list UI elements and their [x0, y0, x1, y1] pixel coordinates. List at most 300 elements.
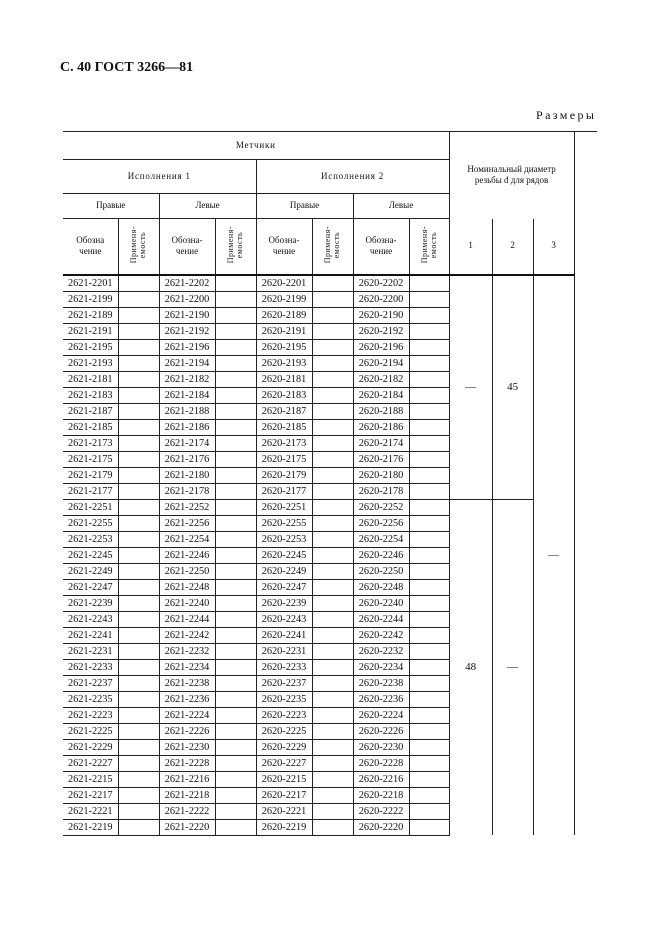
designation-cell: 2621-2195 [63, 339, 118, 355]
applicability-cell [118, 451, 159, 467]
designation-cell: 2621-2247 [63, 579, 118, 595]
designation-cell: 2621-2215 [63, 771, 118, 787]
header-primenyaemost-text: Применя- емость [226, 225, 245, 264]
applicability-cell [312, 339, 353, 355]
designation-cell: 2620-2180 [353, 467, 409, 483]
applicability-cell [215, 563, 256, 579]
designation-cell: 2620-2215 [256, 771, 312, 787]
applicability-cell [118, 339, 159, 355]
designation-cell: 2620-2235 [256, 691, 312, 707]
header-primenyaemost-text: Применя- емость [129, 225, 148, 264]
applicability-cell [312, 787, 353, 803]
designation-cell: 2621-2236 [159, 691, 215, 707]
designation-cell: 2621-2245 [63, 547, 118, 563]
designation-cell: 2620-2174 [353, 435, 409, 451]
designation-cell: 2620-2225 [256, 723, 312, 739]
applicability-cell [215, 291, 256, 307]
designation-cell: 2621-2192 [159, 323, 215, 339]
designation-cell: 2621-2241 [63, 627, 118, 643]
applicability-cell [118, 275, 159, 292]
designation-cell: 2620-2219 [256, 819, 312, 835]
applicability-cell [312, 627, 353, 643]
applicability-cell [312, 803, 353, 819]
dimensions-label: Размеры [536, 108, 597, 122]
applicability-cell [215, 675, 256, 691]
designation-cell: 2621-2179 [63, 467, 118, 483]
designation-cell: 2621-2235 [63, 691, 118, 707]
applicability-cell [312, 739, 353, 755]
applicability-cell [215, 531, 256, 547]
designation-cell: 2620-2187 [256, 403, 312, 419]
designation-cell: 2620-2217 [256, 787, 312, 803]
designation-cell: 2621-2238 [159, 675, 215, 691]
designation-cell: 2621-2244 [159, 611, 215, 627]
designation-cell: 2621-2181 [63, 371, 118, 387]
designation-cell: 2621-2194 [159, 355, 215, 371]
nominal-diameter-row3: — [533, 275, 574, 836]
designation-cell: 2620-2252 [353, 499, 409, 515]
designation-cell: 2621-2193 [63, 355, 118, 371]
applicability-cell [409, 723, 449, 739]
applicability-cell [409, 691, 449, 707]
header-pravye-1: Правые [63, 194, 159, 219]
applicability-cell [215, 803, 256, 819]
applicability-cell [312, 515, 353, 531]
applicability-cell [312, 323, 353, 339]
applicability-cell [215, 483, 256, 499]
header-oboznachenie: Обозна- чение [353, 219, 409, 275]
designation-cell: 2621-2231 [63, 643, 118, 659]
designation-cell: 2620-2176 [353, 451, 409, 467]
applicability-cell [215, 451, 256, 467]
designation-cell: 2621-2190 [159, 307, 215, 323]
designation-cell: 2620-2194 [353, 355, 409, 371]
nominal-diameter-g1-c1: — [449, 275, 492, 500]
designation-cell: 2621-2191 [63, 323, 118, 339]
applicability-cell [312, 403, 353, 419]
applicability-cell [118, 723, 159, 739]
header-nominal-text: Номинальный диаметр резьбы d для рядов [467, 163, 556, 186]
applicability-cell [118, 803, 159, 819]
designation-cell: 2621-2223 [63, 707, 118, 723]
applicability-cell [118, 515, 159, 531]
applicability-cell [118, 547, 159, 563]
header-primenyaemost [215, 219, 256, 275]
nominal-diameter-g1-c2: 45 [492, 275, 533, 500]
designation-cell: 2621-2200 [159, 291, 215, 307]
designation-cell: 2621-2201 [63, 275, 118, 292]
designation-cell: 2620-2190 [353, 307, 409, 323]
designation-cell: 2620-2222 [353, 803, 409, 819]
designation-cell: 2620-2182 [353, 371, 409, 387]
designation-cell: 2621-2189 [63, 307, 118, 323]
designation-cell: 2621-2246 [159, 547, 215, 563]
designation-cell: 2620-2238 [353, 675, 409, 691]
designation-cell: 2620-2253 [256, 531, 312, 547]
applicability-cell [409, 803, 449, 819]
designation-cell: 2621-2187 [63, 403, 118, 419]
applicability-cell [215, 403, 256, 419]
designation-cell: 2620-2177 [256, 483, 312, 499]
designation-cell: 2620-2241 [256, 627, 312, 643]
applicability-cell [409, 531, 449, 547]
applicability-cell [215, 355, 256, 371]
designation-cell: 2621-2254 [159, 531, 215, 547]
designation-cell: 2621-2249 [63, 563, 118, 579]
designation-cell: 2621-2176 [159, 451, 215, 467]
designation-cell: 2621-2229 [63, 739, 118, 755]
applicability-cell [409, 739, 449, 755]
designation-cell: 2621-2233 [63, 659, 118, 675]
applicability-cell [409, 643, 449, 659]
designation-cell: 2620-2234 [353, 659, 409, 675]
designation-cell: 2621-2255 [63, 515, 118, 531]
applicability-cell [409, 515, 449, 531]
designation-cell: 2620-2245 [256, 547, 312, 563]
designation-cell: 2620-2249 [256, 563, 312, 579]
designation-cell: 2620-2201 [256, 275, 312, 292]
designation-cell: 2620-2173 [256, 435, 312, 451]
applicability-cell [312, 611, 353, 627]
applicability-cell [409, 611, 449, 627]
designation-cell: 2620-2233 [256, 659, 312, 675]
table-row [63, 499, 597, 515]
applicability-cell [215, 819, 256, 835]
designation-cell: 2621-2250 [159, 563, 215, 579]
applicability-cell [312, 723, 353, 739]
applicability-cell [409, 563, 449, 579]
designation-cell: 2621-2228 [159, 755, 215, 771]
applicability-cell [409, 675, 449, 691]
designation-cell: 2621-2221 [63, 803, 118, 819]
designation-cell: 2620-2248 [353, 579, 409, 595]
applicability-cell [312, 451, 353, 467]
designation-cell: 2621-2174 [159, 435, 215, 451]
applicability-cell [118, 531, 159, 547]
designation-cell: 2621-2225 [63, 723, 118, 739]
applicability-cell [215, 739, 256, 755]
applicability-cell [118, 643, 159, 659]
applicability-cell [312, 467, 353, 483]
designation-cell: 2620-2251 [256, 499, 312, 515]
applicability-cell [312, 371, 353, 387]
designation-cell: 2621-2183 [63, 387, 118, 403]
header-oboznachenie: Обозна чение [63, 219, 118, 275]
applicability-cell [312, 819, 353, 835]
applicability-cell [215, 691, 256, 707]
applicability-cell [215, 467, 256, 483]
blank-column-cell [574, 275, 597, 836]
header-oboznachenie: Обозна- чение [159, 219, 215, 275]
applicability-cell [312, 771, 353, 787]
designation-cell: 2621-2173 [63, 435, 118, 451]
applicability-cell [215, 787, 256, 803]
designation-cell: 2621-2230 [159, 739, 215, 755]
applicability-cell [312, 579, 353, 595]
applicability-cell [118, 819, 159, 835]
applicability-cell [118, 579, 159, 595]
designation-cell: 2621-2184 [159, 387, 215, 403]
applicability-cell [118, 371, 159, 387]
applicability-cell [118, 739, 159, 755]
designation-cell: 2621-2242 [159, 627, 215, 643]
designation-cell: 2621-2218 [159, 787, 215, 803]
applicability-cell [118, 467, 159, 483]
designation-cell: 2620-2231 [256, 643, 312, 659]
header-levye-1: Левые [159, 194, 256, 219]
designation-cell: 2620-2254 [353, 531, 409, 547]
taps-table [63, 131, 597, 836]
designation-cell: 2620-2237 [256, 675, 312, 691]
applicability-cell [409, 755, 449, 771]
applicability-cell [409, 499, 449, 515]
designation-cell: 2620-2185 [256, 419, 312, 435]
designation-cell: 2620-2175 [256, 451, 312, 467]
designation-cell: 2620-2228 [353, 755, 409, 771]
header-blank-column [574, 132, 597, 275]
applicability-cell [409, 483, 449, 499]
applicability-cell [118, 611, 159, 627]
applicability-cell [312, 643, 353, 659]
applicability-cell [312, 659, 353, 675]
applicability-cell [118, 707, 159, 723]
applicability-cell [215, 275, 256, 292]
applicability-cell [215, 771, 256, 787]
applicability-cell [312, 595, 353, 611]
designation-cell: 2620-2224 [353, 707, 409, 723]
applicability-cell [215, 323, 256, 339]
applicability-cell [312, 387, 353, 403]
applicability-cell [312, 483, 353, 499]
applicability-cell [118, 355, 159, 371]
applicability-cell [118, 387, 159, 403]
page-header: С. 40 ГОСТ 3266—81 [60, 60, 194, 75]
designation-cell: 2620-2188 [353, 403, 409, 419]
designation-cell: 2620-2196 [353, 339, 409, 355]
applicability-cell [312, 547, 353, 563]
designation-cell: 2620-2179 [256, 467, 312, 483]
designation-cell: 2620-2192 [353, 323, 409, 339]
designation-cell: 2620-2244 [353, 611, 409, 627]
applicability-cell [409, 659, 449, 675]
designation-cell: 2620-2229 [256, 739, 312, 755]
header-oboznachenie: Обозна- чение [256, 219, 312, 275]
designation-cell: 2620-2202 [353, 275, 409, 292]
applicability-cell [215, 595, 256, 611]
header-primenyaemost [409, 219, 449, 275]
designation-cell: 2621-2232 [159, 643, 215, 659]
designation-cell: 2620-2189 [256, 307, 312, 323]
nominal-diameter-g2-c2: — [492, 499, 533, 835]
applicability-cell [312, 307, 353, 323]
designation-cell: 2620-2221 [256, 803, 312, 819]
designation-cell: 2620-2246 [353, 547, 409, 563]
designation-cell: 2620-2193 [256, 355, 312, 371]
applicability-cell [409, 371, 449, 387]
designation-cell: 2620-2191 [256, 323, 312, 339]
designation-cell: 2621-2227 [63, 755, 118, 771]
applicability-cell [312, 419, 353, 435]
applicability-cell [118, 691, 159, 707]
applicability-cell [312, 355, 353, 371]
designation-cell: 2621-2239 [63, 595, 118, 611]
designation-cell: 2621-2240 [159, 595, 215, 611]
designation-cell: 2620-2243 [256, 611, 312, 627]
applicability-cell [312, 691, 353, 707]
designation-cell: 2621-2243 [63, 611, 118, 627]
applicability-cell [118, 307, 159, 323]
designation-cell: 2620-2218 [353, 787, 409, 803]
applicability-cell [215, 723, 256, 739]
header-primenyaemost-text: Применя- емость [323, 225, 342, 264]
designation-cell: 2620-2255 [256, 515, 312, 531]
designation-cell: 2620-2184 [353, 387, 409, 403]
applicability-cell [215, 515, 256, 531]
applicability-cell [215, 387, 256, 403]
designation-cell: 2620-2181 [256, 371, 312, 387]
designation-cell: 2620-2247 [256, 579, 312, 595]
designation-cell: 2621-2252 [159, 499, 215, 515]
applicability-cell [409, 323, 449, 339]
designation-cell: 2620-2223 [256, 707, 312, 723]
designation-cell: 2621-2253 [63, 531, 118, 547]
applicability-cell [215, 659, 256, 675]
designation-cell: 2620-2178 [353, 483, 409, 499]
designation-cell: 2621-2180 [159, 467, 215, 483]
applicability-cell [118, 627, 159, 643]
applicability-cell [312, 563, 353, 579]
applicability-cell [409, 595, 449, 611]
applicability-cell [118, 323, 159, 339]
applicability-cell [312, 275, 353, 292]
applicability-cell [409, 579, 449, 595]
applicability-cell [215, 547, 256, 563]
designation-cell: 2620-2239 [256, 595, 312, 611]
applicability-cell [215, 435, 256, 451]
applicability-cell [118, 771, 159, 787]
designation-cell: 2621-2256 [159, 515, 215, 531]
applicability-cell [409, 419, 449, 435]
applicability-cell [118, 499, 159, 515]
applicability-cell [409, 355, 449, 371]
header-levye-2: Левые [353, 194, 449, 219]
designation-cell: 2620-2240 [353, 595, 409, 611]
applicability-cell [118, 755, 159, 771]
designation-cell: 2621-2248 [159, 579, 215, 595]
applicability-cell [215, 499, 256, 515]
applicability-cell [312, 755, 353, 771]
applicability-cell [118, 563, 159, 579]
designation-cell: 2620-2236 [353, 691, 409, 707]
header-ispolnenie-2: Исполнения 2 [256, 160, 449, 194]
designation-cell: 2620-2183 [256, 387, 312, 403]
table-row [63, 275, 597, 292]
designation-cell: 2621-2175 [63, 451, 118, 467]
designation-cell: 2621-2177 [63, 483, 118, 499]
designation-cell: 2620-2220 [353, 819, 409, 835]
header-metchiki: Метчики [63, 132, 449, 160]
designation-cell: 2621-2234 [159, 659, 215, 675]
applicability-cell [409, 547, 449, 563]
applicability-cell [118, 483, 159, 499]
header-pravye-2: Правые [256, 194, 353, 219]
applicability-cell [409, 771, 449, 787]
applicability-cell [215, 339, 256, 355]
designation-cell: 2620-2250 [353, 563, 409, 579]
designation-cell: 2621-2237 [63, 675, 118, 691]
applicability-cell [409, 275, 449, 292]
applicability-cell [118, 419, 159, 435]
designation-cell: 2621-2186 [159, 419, 215, 435]
applicability-cell [215, 579, 256, 595]
applicability-cell [409, 291, 449, 307]
applicability-cell [118, 787, 159, 803]
applicability-cell [118, 291, 159, 307]
designation-cell: 2620-2230 [353, 739, 409, 755]
applicability-cell [215, 627, 256, 643]
designation-cell: 2621-2182 [159, 371, 215, 387]
header-primenyaemost [118, 219, 159, 275]
applicability-cell [118, 675, 159, 691]
designation-cell: 2620-2242 [353, 627, 409, 643]
designation-cell: 2620-2186 [353, 419, 409, 435]
applicability-cell [215, 371, 256, 387]
applicability-cell [215, 307, 256, 323]
designation-cell: 2621-2216 [159, 771, 215, 787]
designation-cell: 2621-2219 [63, 819, 118, 835]
designation-cell: 2620-2232 [353, 643, 409, 659]
applicability-cell [118, 435, 159, 451]
designation-cell: 2621-2217 [63, 787, 118, 803]
header-row-1: 1 [449, 219, 492, 275]
header-nominal-diameter [449, 132, 574, 219]
applicability-cell [312, 291, 353, 307]
applicability-cell [409, 819, 449, 835]
designation-cell: 2620-2216 [353, 771, 409, 787]
applicability-cell [215, 611, 256, 627]
designation-cell: 2621-2222 [159, 803, 215, 819]
header-row-2: 2 [492, 219, 533, 275]
designation-cell: 2621-2185 [63, 419, 118, 435]
designation-cell: 2621-2224 [159, 707, 215, 723]
applicability-cell [409, 435, 449, 451]
designation-cell: 2620-2256 [353, 515, 409, 531]
applicability-cell [312, 675, 353, 691]
header-primenyaemost [312, 219, 353, 275]
designation-cell: 2621-2226 [159, 723, 215, 739]
applicability-cell [409, 403, 449, 419]
designation-cell: 2621-2202 [159, 275, 215, 292]
designation-cell: 2620-2226 [353, 723, 409, 739]
header-primenyaemost-text: Применя- емость [419, 225, 439, 264]
designation-cell: 2621-2188 [159, 403, 215, 419]
designation-cell: 2620-2227 [256, 755, 312, 771]
applicability-cell [312, 531, 353, 547]
applicability-cell [118, 659, 159, 675]
applicability-cell [409, 467, 449, 483]
applicability-cell [312, 707, 353, 723]
header-ispolnenie-1: Исполнения 1 [63, 160, 256, 194]
applicability-cell [215, 707, 256, 723]
applicability-cell [118, 595, 159, 611]
applicability-cell [409, 707, 449, 723]
applicability-cell [409, 339, 449, 355]
nominal-diameter-g2-c1: 48 [449, 499, 492, 835]
applicability-cell [409, 387, 449, 403]
designation-cell: 2621-2196 [159, 339, 215, 355]
header-row-3: 3 [533, 219, 574, 275]
applicability-cell [409, 307, 449, 323]
